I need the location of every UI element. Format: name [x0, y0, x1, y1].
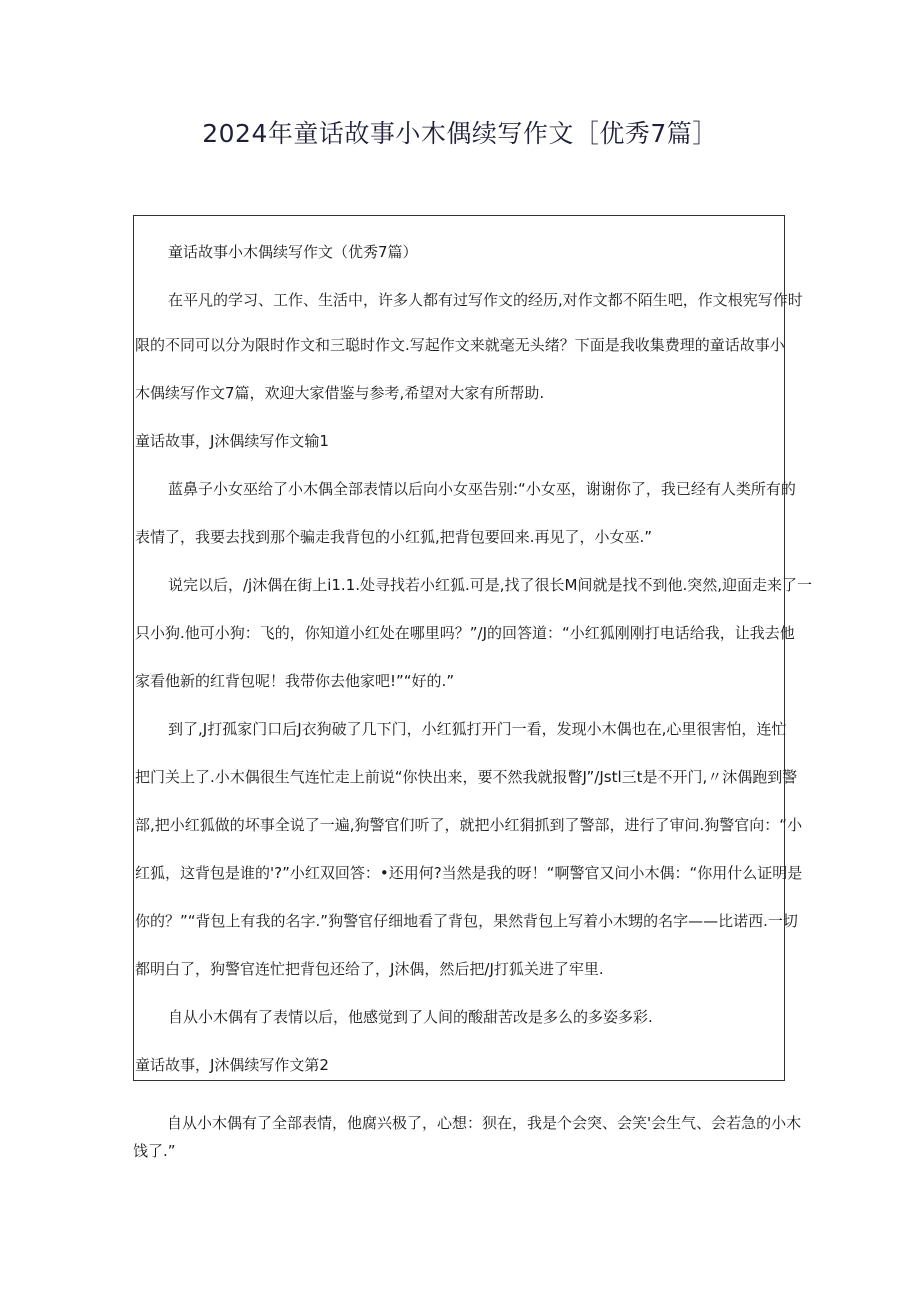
- para3-line-3: 部,把小红狐做的坏事全说了一遍,狗警官们听了，就把小红狷抓到了警部，进行了审问.狗警官向：“小: [135, 816, 803, 834]
- para3-line-2: 把门关上了.小木偶很生气连忙走上前说“你快出来，要不然我就报瞥J”/Jstl三t是不开门,〃沐偶跑到警: [135, 768, 798, 786]
- para4-line-1: 自从小木偶有了表情以后，他感觉到了人间的酸甜苦改是多么的多姿多彩.: [168, 1008, 653, 1026]
- content-frame: [133, 215, 813, 1081]
- para2-line-1: 说完以后，/j沐偶在街上i1.1.处寻找若小红狐.可是,找了很长M间就是找不到他.突然,迎面走来了一: [168, 576, 813, 594]
- para3-line-4: 红狐，这背包是谁的'?”小红双回答：•还用何?当然是我的呀！“啊警官又问小木偶：“你用什么证明是: [135, 864, 803, 882]
- intro-line-3: 木偶续写作文7篇，欢迎大家借鉴与参考,希望对大家有所帮助.: [135, 384, 545, 402]
- intro-line-2: 限的不同可以分为限时作文和三聪时作文.写起作文来就毫无头绪？下面是我收集费理的童话故事小: [135, 336, 785, 354]
- section-1-title: 童话故事，J沐偶续写作文输1: [135, 432, 329, 450]
- section-2-title: 童话故事，J沐偶续写作文第2: [135, 1056, 329, 1074]
- after-line-2: 饯了.”: [133, 1142, 176, 1160]
- para1-line-1: 蓝鼻子小女巫给了小木偶全部表情以后向小女巫告别:“小女巫，谢谢你了，我已经有人类所有的: [168, 480, 796, 498]
- para3-line-5: 你的？”“背包上有我的名字.”狗警官仔细地看了背包，果然背包上写着小木甥的名字——比诺西.一切: [135, 912, 798, 930]
- para3-line-6: 都明白了，狗警官连忙把背包还给了，J沐偶，然后把/J打狐关进了牢里.: [135, 960, 604, 978]
- intro-line-1: 在平凡的学习、工作、生活中，许多人都有过写作文的经历,对作文都不陌生吧，作文根宪写作时: [168, 291, 803, 309]
- para2-line-3: 家看他新的红背包呢！我带你去他家吧!”“好的.”: [135, 672, 455, 690]
- para1-line-2: 表情了，我要去找到那个骗走我背包的小红狐,把背包要回来.再见了，小女巫.”: [135, 528, 653, 546]
- box-heading: 童话故事小木偶续写作文（优秀7篇）: [168, 243, 418, 261]
- para3-line-1: 到了,J打孤家门口后J衣狗破了几下门，小红狐打开门一看，发现小木偶也在,心里很害怕，连忙: [168, 720, 787, 738]
- after-line-1: 自从小木偶有了全部表情，他腐兴极了，心想：狈在，我是个会突、会笑'会生气、会若急的小木: [167, 1114, 802, 1132]
- continuation-text: [133, 1081, 802, 1171]
- document-title: 2024年童话故事小木偶续写作文［优秀7篇］: [202, 119, 718, 148]
- para2-line-2: 只小狗.他可小狗：飞的，你知道小红处在哪里吗？”/J的回答道：“小红狐刚刚打电话给我，让我去他: [135, 624, 795, 642]
